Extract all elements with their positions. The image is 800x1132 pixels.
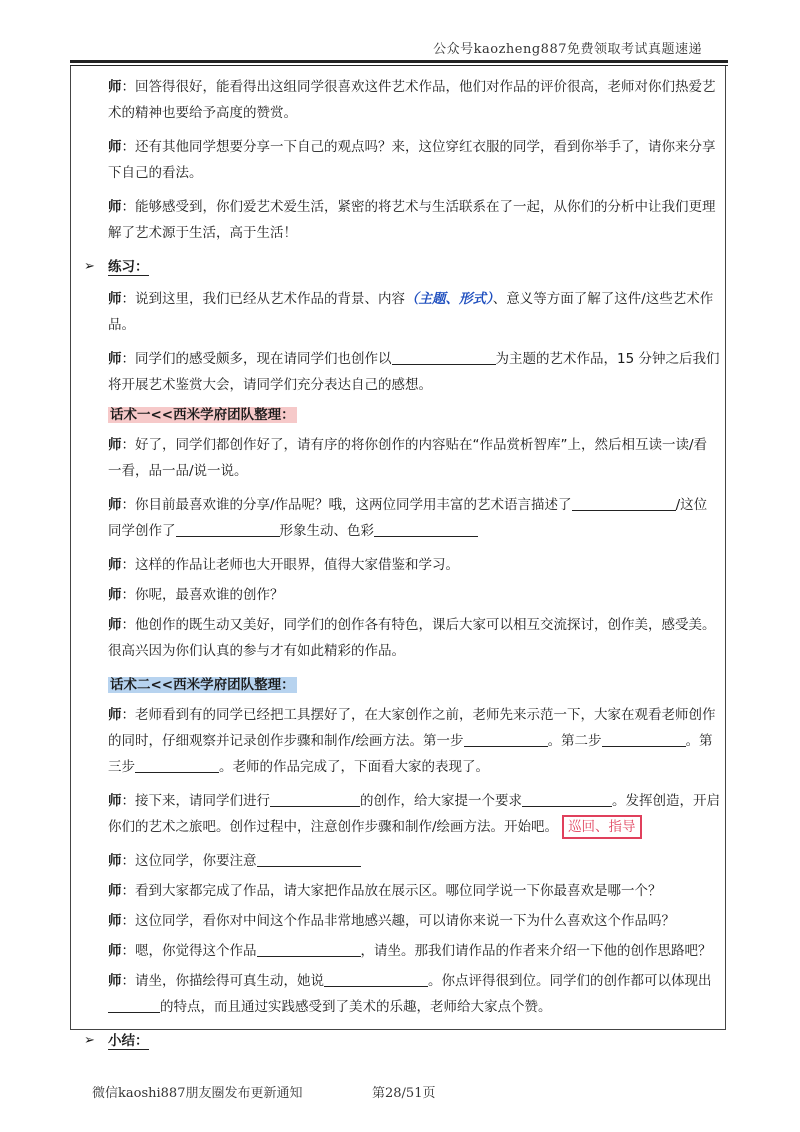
paragraph: 师：你目前最喜欢谁的分享/作品呢？哦，这两位同学用丰富的艺术语言描述了 /这位同学创作了 形象生动、色彩 (108, 497, 708, 539)
fill-blank (257, 941, 361, 957)
fill-blank (257, 851, 361, 867)
section-title-summary: 小结： (108, 1033, 149, 1049)
fill-blank (602, 731, 686, 747)
speaker-label: 师 (108, 199, 122, 215)
emphasis-text: （主题、形式） (405, 291, 493, 307)
speaker-label: 师 (108, 853, 122, 869)
paragraph: 师：看到大家都完成了作品，请大家把作品放在展示区。哪位同学说一下你最喜欢是哪一个？ (108, 883, 662, 899)
speaker-label: 师 (108, 291, 122, 307)
paragraph (108, 672, 720, 698)
fill-blank (270, 791, 360, 807)
fill-blank (572, 495, 676, 511)
fill-blank (324, 971, 428, 987)
paragraph: 师：你呢，最喜欢谁的创作？ (108, 587, 284, 603)
paragraph: 师：接下来，请同学们进行 的创作，给大家提一个要求 。发挥创造，开启你们的艺术之旅吧。创作过程中，注意创作步骤和制作/绘画方法。开始吧。 巡回、指导 (108, 788, 720, 840)
paragraph: 师：好了，同学们都创作好了，请有序的将你创作的内容贴在“作品赏析智库”上，然后相互读一读/看一看，品一品/说一说。 (108, 437, 708, 479)
paragraph: 师：这位同学，你要注意 (108, 848, 720, 874)
speaker-label: 师 (108, 973, 122, 989)
speaker-label: 师 (108, 617, 122, 633)
speaker-label: 师 (108, 497, 122, 513)
speaker-label: 师 (108, 557, 122, 573)
speaker-label: 师 (108, 793, 122, 809)
speaker-label: 师 (108, 883, 122, 899)
arrow-bullet-icon: ➢ (84, 259, 95, 274)
document-body (84, 74, 720, 1060)
paragraph (108, 402, 720, 428)
script-label-red: 话术一<<西米学府团队整理： (110, 407, 295, 423)
arrow-bullet-icon: ➢ (84, 1033, 95, 1048)
speaker-label: 师 (108, 913, 122, 929)
speaker-label: 师 (108, 437, 122, 453)
speaker-label: 师 (108, 943, 122, 959)
speaker-label: 师 (108, 351, 122, 367)
speaker-label: 师 (108, 587, 122, 603)
fill-blank (176, 521, 280, 537)
section-title-practice: 练习： (108, 259, 149, 275)
paragraph: 师：老师看到有的同学已经把工具摆好了，在大家创作之前，老师先来示范一下，大家在观看老师创作的同时，仔细观察并记录创作步骤和制作/绘画方法。第一步 。第二步 。第三步 。老师的作品完成了，下面看大家的表现了。 (108, 707, 716, 775)
header-rule-thick (70, 60, 728, 63)
fill-blank (522, 791, 612, 807)
speaker-label: 师 (108, 707, 122, 723)
page-number: 第28/51页 (372, 1086, 436, 1101)
paragraph: 师：回答得很好，能看得出这组同学很喜欢这件艺术作品，他们对作品的评价很高，老师对你们热爱艺术的精神也要给予高度的赞赏。 (108, 79, 716, 121)
fill-blank (135, 757, 219, 773)
paragraph: 师：能够感受到，你们爱艺术爱生活，紧密的将艺术与生活联系在了一起，从你们的分析中让我们更理解了艺术源于生活，高于生活！ (108, 199, 716, 241)
paragraph: 师：嗯，你觉得这个作品 ，请坐。那我们请作品的作者来介绍一下他的创作思路吧？ (108, 943, 712, 959)
fill-blank (392, 349, 496, 365)
tour-guide-tag: 巡回、指导 (562, 815, 642, 839)
page-header: 公众号kaozheng887免费领取考试真题速递 (433, 42, 702, 57)
footer-notice: 微信kaoshi887朋友圈发布更新通知 (92, 1086, 303, 1101)
paragraph: 师：还有其他同学想要分享一下自己的观点吗？来，这位穿红衣服的同学，看到你举手了，请你来分享下自己的看法。 (108, 139, 716, 181)
paragraph: 师：他创作的既生动又美好，同学们的创作各有特色，课后大家可以相互交流探讨，创作美，感受美。很高兴因为你们认真的参与才有如此精彩的作品。 (108, 617, 716, 659)
paragraph: 师：这位同学，看你对中间这个作品非常地感兴趣，可以请你来说一下为什么喜欢这个作品吗？ (108, 913, 675, 929)
section-summary (84, 1028, 720, 1054)
speaker-label: 师 (108, 139, 122, 155)
section-practice (84, 254, 720, 280)
paragraph: 师：同学们的感受颇多，现在请同学们也创作以 为主题的艺术作品，15 分钟之后我们将开展艺术鉴赏大会，请同学们充分表达自己的感想。 (108, 351, 720, 393)
fill-blank (108, 997, 160, 1013)
speaker-label: 师 (108, 79, 122, 95)
paragraph: 师：这样的作品让老师也大开眼界，值得大家借鉴和学习。 (108, 557, 459, 573)
script-label-blue: 话术二<<西米学府团队整理： (110, 677, 295, 693)
page-footer (92, 1082, 436, 1101)
fill-blank (464, 731, 548, 747)
fill-blank (374, 521, 478, 537)
paragraph: 师：请坐，你描绘得可真生动，她说 。你点评得很到位。同学们的创作都可以体现出的特点，而且通过实践感受到了美术的乐趣，老师给大家点个赞。 (108, 973, 712, 1015)
paragraph: 师：说到这里，我们已经从艺术作品的背景、内容（主题、形式）、意义等方面了解了这件/这些艺术作品。 (108, 291, 714, 333)
